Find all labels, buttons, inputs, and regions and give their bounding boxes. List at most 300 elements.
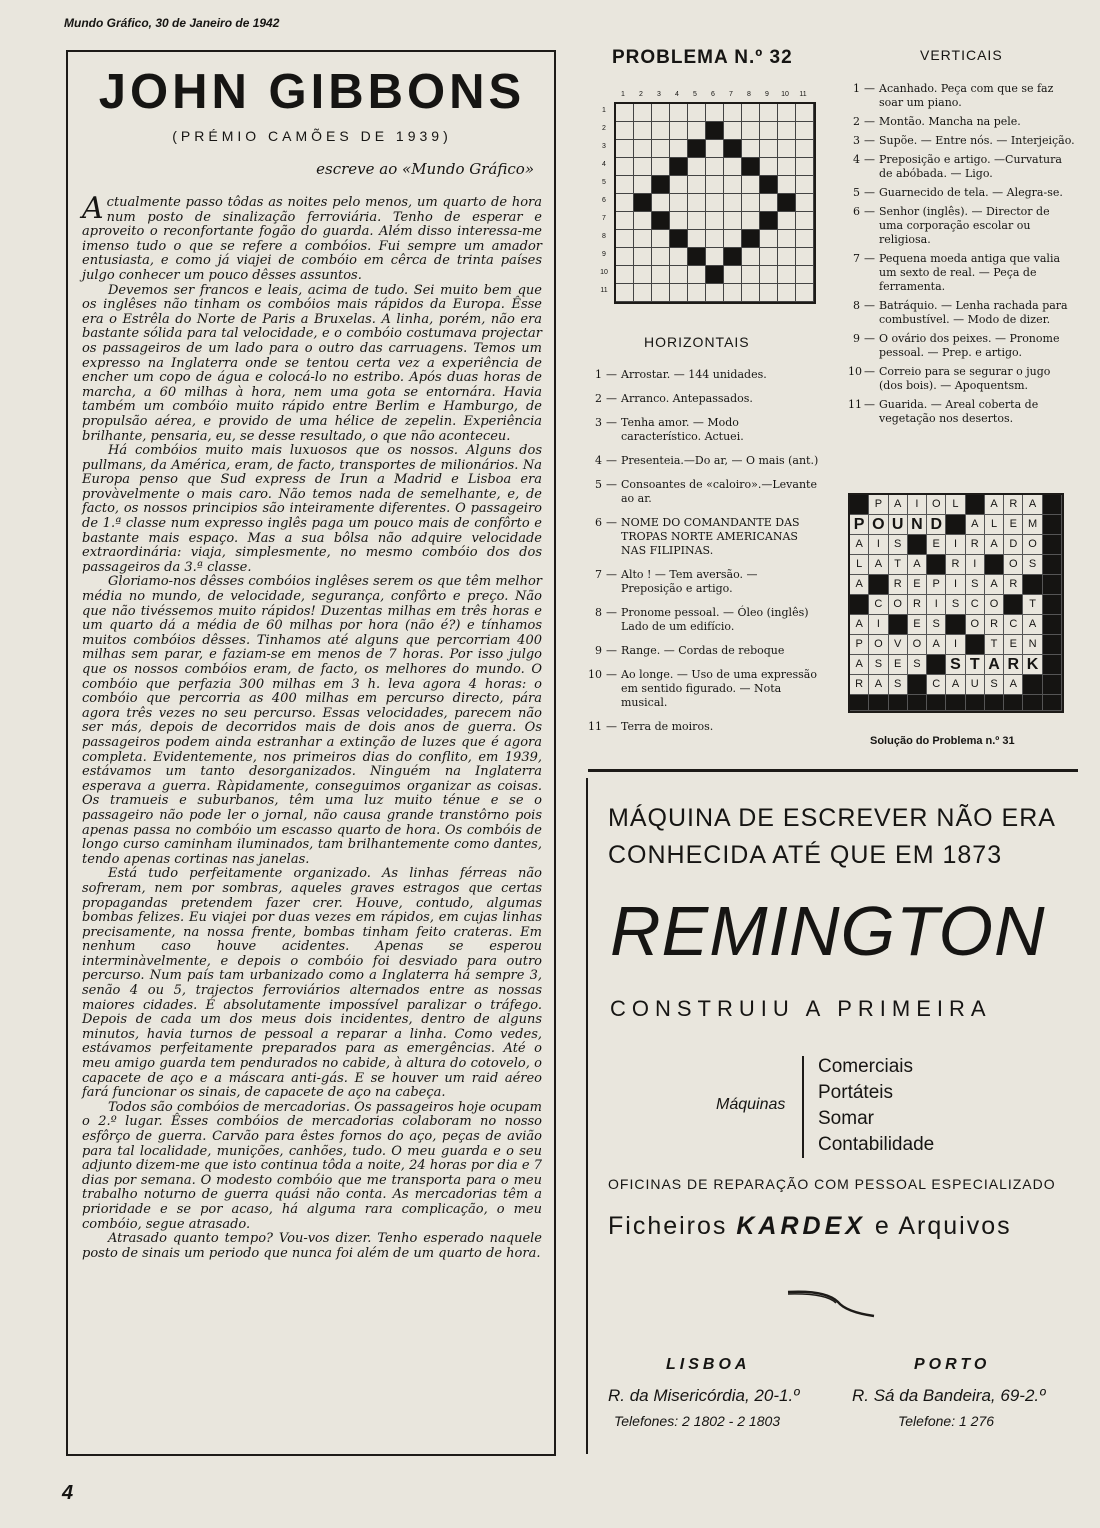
crossword-cell [688,104,706,122]
solution-letter-cell: R [1004,655,1023,675]
solution-letter-cell: E [1004,515,1023,535]
crossword-cell [724,176,742,194]
crossword-cell [778,158,796,176]
clue-number: 1 [853,82,860,95]
crossword-cell [670,176,688,194]
solution-black-cell [908,675,927,695]
solution-letter-cell: S [946,655,965,675]
solution-letter-cell: T [985,635,1004,655]
crossword-cell [742,122,760,140]
solution-letter-cell: I [908,495,927,515]
crossword-cell [706,212,724,230]
row-number: 7 [602,215,606,222]
clue-dash: — [864,332,875,345]
clue-text: Consoantes de «caloiro».—Levante ao ar. [621,478,817,505]
black-cell [742,158,760,176]
clue-dash: — [864,365,875,378]
black-cell [706,266,724,284]
solution-black-cell [1043,615,1062,635]
clue-text: Correio para se segurar o jugo (dos bois). — Apoquentsm. [879,365,1051,392]
clue-item [848,153,1076,181]
ad-machines-label: Máquinas [716,1096,786,1113]
crossword-cell [796,194,814,212]
solution-letter-cell: O [1023,535,1042,555]
article-paragraph: Gloriamo-nos dêsses combóios inglêses serem os que têm melhor média no mundo, de velocidade, segurança, confôrto e preço. Não que não tivéssemos muito rápidos! Duzentas milhas em três horas e um quarto dá a média de 60 milhas por hora (não é?) e tínhamos muitos combóios dêsses. Tinhamos até alguns que percorriam 400 milhas sem parar, e faziam-se em menos de 7 horas. Por isso julgo que os nossos combóios eram, de facto, os melhores do mundo. O combóio que perfazia 300 milhas em 3 h. leva agora 4 horas: o combóio que percorria as 400 milhas em percurso directo, pára agora três vezes no seu percurso. Essas velocidades, parecem não ser más, depois de decorridos mais de dois anos de guerra. Os passageiros podem ainda estranhar a extinção de luzes que é agora completa. Evidentemente, nos primeiros dias do conflito, em 1939, estávamos um tanto desorganizados. Ninguém na Inglaterra esperava a guerra. Ràpidamente, conseguimos organizar as coisas. Os tramueis e suburbanos, têm uma luz muito ténue e se o passageiro não pode ler o jornal, não causa grande transtôrno pois apenas passa no combóio um escasso quarto de hora. Os combóis de longo curso caminham iluminados, tam brilhantemente como dantes, tendo apenas cortinas nas janelas. [82,574,542,867]
crossword-cell [760,158,778,176]
solution-black-cell [850,495,869,515]
clue-text: Guarida. — Areal coberta de vegetação nos desertos. [879,398,1039,425]
crossword-cell [724,122,742,140]
crossword-cell [796,248,814,266]
clue-number: 10 [848,365,862,378]
solution-letter-cell: I [869,615,888,635]
crossword-cell [706,140,724,158]
clue-item [848,186,1076,200]
clue-dash: — [864,153,875,166]
crossword-cell [706,176,724,194]
article-body [82,191,542,1261]
crossword-cell [742,248,760,266]
crossword-cell [724,266,742,284]
article-paragraph: Está tudo perfeitamente organizado. As linhas férreas não sofreram, nem por sombras, aqueles graves estragos que certas propagandas pretendem fazer crer. Houve, contudo, algumas bombas felizes. Eu viajei por duas vezes em rápidos, em cujas linhas precisamente, na nossa frente, bombas tinham feito crateras. Em nenhum caso houve acidentes. Apenas se esperou interminàvelmente, e depois o combóio foi desviado para outro percurso. Num país tam urbanizado como a Inglaterra há sempre 3, senão 4 ou 5, trajectos ferroviários alternados entre as nossas maiores cidades. É absolutamente impossível paralizar o tráfego. Depois de cada um dos meus dois incidentes, dentro de alguns minutos, havia turnos de pessoal a reparar a linha. Como vedes, estávamos perfeitamente preparados para as emergências. Até o meu amigo guarda tem pendurados no cabide, à altura do cotovelo, o capacete de aço e a máscara anti-gás. E se houver um raid aéreo fará funcionar os sinais, de capacete de aço na cabeça. [82,866,542,1101]
crossword-column-numbers [614,91,814,101]
solution-letter-cell: I [946,575,965,595]
crossword-cell [706,104,724,122]
crossword-cell [742,176,760,194]
crossword-cell [724,194,742,212]
crossword-cell [634,248,652,266]
clue-text: Supõe. — Entre nós. — Interjeição. [879,134,1075,147]
clue-dash: — [606,720,617,733]
crossword-cell [742,104,760,122]
crossword-cell [688,176,706,194]
black-cell [652,212,670,230]
clue-item [848,205,1076,247]
row-number: 10 [600,269,608,276]
crossword-cell [670,194,688,212]
clue-item [848,134,1076,148]
clue-number: 5 [853,186,860,199]
clue-text: Guarnecido de tela. — Alegra-se. [879,186,1063,199]
crossword-cell [796,158,814,176]
clue-number: 8 [853,299,860,312]
solution-letter-cell: S [908,655,927,675]
crossword-cell [706,230,724,248]
solution-black-cell [985,695,1004,711]
files-suffix: e Arquivos [874,1212,1012,1240]
row-number: 8 [602,233,606,240]
solution-black-cell [946,515,965,535]
machine-type-item: Contabilidade [818,1134,935,1155]
clue-text: Preposição e artigo. —Curvatura de abóbada. — Ligo. [879,153,1062,180]
solution-caption: Solução do Problema n.º 31 [870,735,1015,747]
ad-headline [608,800,1068,874]
solution-letter-cell: P [850,515,869,535]
crossword-title: PROBLEMA N.º 32 [612,47,793,68]
ad-headline-line: CONHECIDA ATÉ QUE EM 1873 [608,841,1003,869]
ad-headline-line: MÁQUINA DE ESCREVER NÃO ERA [608,804,1056,832]
crossword-cell [796,104,814,122]
crossword-cell [616,248,634,266]
article-paragraph: Atrasado quanto tempo? Vou-vos dizer. Tenho esperado naquele posto de sinais um periodo que nunca foi além de um quarto de hora. [82,1231,542,1261]
crossword-cell [796,140,814,158]
solution-black-cell [927,655,946,675]
solution-letter-cell: S [889,535,908,555]
crossword-cell [634,284,652,302]
clue-item [588,644,820,658]
crossword-cell [616,176,634,194]
crossword-cell [688,194,706,212]
clue-text: Tenha amor. — Modo característico. Actuei. [621,416,744,443]
crossword-cell [796,266,814,284]
clue-dash: — [864,134,875,147]
clue-text: Arrostar. — 144 unidades. [621,368,767,381]
machine-type-list [818,1054,934,1158]
crossword-cell [760,248,778,266]
ad-brand-name: REMINGTON [610,892,1046,970]
kardex-brand: KARDEX [736,1212,866,1240]
solution-black-cell [1043,635,1062,655]
row-number: 3 [602,143,606,150]
remington-advertisement [586,778,1074,1454]
ad-repair-line: OFICINAS DE REPARAÇÃO COM PESSOAL ESPECIALIZADO [608,1176,1056,1192]
solution-letter-cell: A [946,675,965,695]
clue-number: 9 [853,332,860,345]
black-cell [652,176,670,194]
solution-letter-cell: C [927,675,946,695]
solution-black-cell [1043,675,1062,695]
row-number: 1 [602,107,606,114]
crossword-cell [652,248,670,266]
crossword-cell [616,194,634,212]
crossword-cell [760,104,778,122]
crossword-cell [742,140,760,158]
clue-item [848,332,1076,360]
crossword-cell [616,212,634,230]
solution-black-cell [908,535,927,555]
clue-dash: — [606,368,617,381]
clue-dash: — [864,398,875,411]
clue-dash: — [864,82,875,95]
clue-item [588,454,820,468]
solution-letter-cell: O [869,635,888,655]
crossword-cell [778,230,796,248]
clue-text: Arranco. Antepassados. [621,392,753,405]
article-paragraph: Actualmente passo tôdas as noites pelo menos, um quarto de hora num posto de sinalização ferroviária. Tenho de esperar e aproveito o reconfortante fogão do guarda. Além disso interessa-me imenso tudo o que se refere a combóios. Fui sempre um amador entusiasta, e como já viajei de combóio em cêrca de trinta países julgo conhecer um pouco dêsses assuntos. [82,191,542,283]
solution-letter-cell: E [889,655,908,675]
lisboa-city: LISBOA [666,1356,751,1373]
clue-item [588,416,820,444]
lisboa-phone: Telefones: 2 1802 - 2 1803 [614,1413,781,1429]
solution-letter-cell: I [869,535,888,555]
solution-letter-cell: A [966,515,985,535]
horizontais-heading: HORIZONTAIS [644,334,750,350]
crossword-cell [778,140,796,158]
solution-letter-cell: A [889,495,908,515]
clue-item [848,398,1076,426]
crossword-cell [688,122,706,140]
clue-item [588,478,820,506]
solution-letter-cell: C [869,595,888,615]
solution-letter-cell: A [908,555,927,575]
solution-letter-cell: A [1004,675,1023,695]
solution-letter-cell: D [1004,535,1023,555]
clue-item [588,516,820,558]
solution-black-cell [1043,495,1062,515]
clue-item [588,392,820,406]
solution-black-cell [1043,695,1062,711]
crossword-cell [652,266,670,284]
solution-black-cell [1043,655,1062,675]
clue-number: 2 [853,115,860,128]
crossword-cell [616,140,634,158]
clue-dash: — [606,478,617,491]
clue-dash: — [606,668,617,681]
crossword-cell [616,230,634,248]
crossword-grid [614,102,816,304]
solution-letter-cell: E [908,575,927,595]
row-number: 11 [600,287,608,294]
column-number: 6 [711,91,715,98]
crossword-cell [634,212,652,230]
article-paragraph: Todos são combóios de mercadorias. Os passageiros hoje ocupam o 2.º lugar. Êsses combóios de mercadorias colaboram no nosso esfôrço de guerra. Carvão para êstes fornos do aço, peças de avião para tal localidade, munições, canhões, tudo. O meu guarda e o seu adjunto dizem-me que isto continua tôda a noite, 24 horas por dia e 7 dias por semana. O modesto combóio que me transporta para o meu trabalho noturno de guerra quási não conta. As mercadorias têm a prioridade e se por acaso, há alguma rara complicação, o meu combóio, segue atrasado. [82,1099,542,1232]
porto-phone: Telefone: 1 276 [898,1413,995,1429]
clue-dash: — [606,606,617,619]
crossword-cell [724,212,742,230]
solution-letter-cell: E [908,615,927,635]
black-cell [778,194,796,212]
crossword-cell [796,176,814,194]
solution-letter-cell: D [927,515,946,535]
crossword-cell [688,158,706,176]
lisboa-address: R. da Misericórdia, 20-1.º [608,1386,800,1405]
crossword-cell [742,212,760,230]
crossword-cell [652,158,670,176]
clue-dash: — [864,186,875,199]
solution-letter-cell: O [908,635,927,655]
solution-letter-cell: A [985,535,1004,555]
clue-number: 5 [595,478,602,491]
solution-letter-cell: A [1023,495,1042,515]
ad-files-line [608,1212,1012,1241]
black-cell [688,140,706,158]
solution-letter-cell: C [966,595,985,615]
solution-black-cell [927,555,946,575]
clue-item [848,365,1076,393]
solution-black-cell [889,695,908,711]
crossword-cell [670,248,688,266]
solution-letter-cell: R [850,675,869,695]
solution-letter-cell: A [850,535,869,555]
solution-black-cell [966,695,985,711]
black-cell [634,194,652,212]
brace-divider [802,1056,804,1158]
magazine-header: Mundo Gráfico, 30 de Janeiro de 1942 [64,16,280,30]
solution-letter-cell: S [985,675,1004,695]
solution-letter-cell: S [927,615,946,635]
solution-letter-cell: I [927,595,946,615]
clue-text: Senhor (inglês). — Director de uma corporação escolar ou religiosa. [879,205,1050,246]
machine-type-item: Portáteis [818,1082,893,1103]
crossword-cell [688,266,706,284]
crossword-cell [706,194,724,212]
crossword-cell [652,194,670,212]
crossword-cell [670,266,688,284]
clue-number: 3 [853,134,860,147]
clue-dash: — [864,252,875,265]
crossword-cell [670,284,688,302]
crossword-cell [760,284,778,302]
crossword-cell [652,122,670,140]
row-number: 5 [602,179,606,186]
solution-letter-cell: A [927,635,946,655]
crossword-cell [688,212,706,230]
crossword-cell [670,122,688,140]
solution-letter-cell: L [850,555,869,575]
solution-black-cell [869,695,888,711]
crossword-cell [796,230,814,248]
crossword-cell [796,284,814,302]
solution-letter-cell: R [889,575,908,595]
page-number: 4 [62,1482,74,1504]
crossword-cell [706,248,724,266]
column-number: 7 [729,91,733,98]
solution-letter-cell: N [908,515,927,535]
clue-item [848,252,1076,294]
clue-number: 6 [853,205,860,218]
black-cell [670,158,688,176]
article-subtitle: (PRÉMIO CAMÕES DE 1939) [172,128,452,144]
clue-item [588,668,820,710]
solution-black-cell [1004,595,1023,615]
solution-letter-cell: R [946,555,965,575]
crossword-cell [796,212,814,230]
machine-type-item: Comerciais [818,1056,914,1077]
solution-letter-cell: P [927,575,946,595]
solution-letter-cell: P [869,495,888,515]
solution-letter-cell: E [1004,635,1023,655]
crossword-cell [634,230,652,248]
crossword-cell [760,140,778,158]
clue-dash: — [606,644,617,657]
clue-number: 6 [595,516,602,529]
crossword-cell [688,284,706,302]
solution-letter-cell: O [889,595,908,615]
solution-black-cell [1043,575,1062,595]
clue-dash: — [606,392,617,405]
solution-letter-cell: A [869,675,888,695]
clue-item [588,606,820,634]
article-byline: escreve ao «Mundo Gráfico» [316,160,534,178]
solution-letter-cell: A [850,615,869,635]
solution-letter-cell: L [946,495,965,515]
clue-item [588,720,820,734]
column-number: 9 [765,91,769,98]
article-box [66,50,556,1456]
crossword-cell [634,266,652,284]
solution-letter-cell: I [946,535,965,555]
verticais-clue-list [848,82,1076,431]
column-number: 10 [781,91,789,98]
solution-letter-cell: M [1023,515,1042,535]
solution-letter-cell: T [1023,595,1042,615]
crossword-cell [652,284,670,302]
solution-black-cell [1043,535,1062,555]
ad-tagline: CONSTRUIU A PRIMEIRA [610,996,992,1021]
solution-letter-cell: V [889,635,908,655]
crossword-cell [634,104,652,122]
crossword-cell [760,266,778,284]
clue-text: Acanhado. Peça com que se faz soar um piano. [879,82,1054,109]
porto-city: PORTO [914,1356,991,1373]
clue-dash: — [606,568,617,581]
solution-letter-cell: K [1023,655,1042,675]
article-title: JOHN GIBBONS [98,65,526,119]
solution-black-cell [850,695,869,711]
crossword-cell [616,266,634,284]
crossword-cell [778,212,796,230]
column-number: 11 [799,91,807,98]
clue-text: Terra de moiros. [621,720,714,733]
crossword-cell [778,104,796,122]
article-paragraph: Há combóios muito mais luxuosos que os nossos. Alguns dos pullmans, da América, eram, de facto, transportes de milionários. Na Europa penso que Sud express de Irun a Madrid e Lisboa era provàvelmente o mais caro. Não temos nada de semelhante, e, de facto, os nossos principios são inteiramente diferentes. O passageiro de 1.ª classe num expresso inglês paga um pouco mais de confôrto e bastante mais espaço. Mas a sua bôlsa não adquire velocidade extraordinária: viaja, simplesmente, no mesmo combóio dos dos passageiros da 3.ª classe. [82,443,542,575]
clue-number: 3 [595,416,602,429]
clue-dash: — [606,416,617,429]
solution-grid [848,493,1064,713]
clue-text: Pronome pessoal. — Óleo (inglês) Lado de um edifício. [621,606,809,633]
black-cell [742,230,760,248]
crossword-cell [724,158,742,176]
solution-black-cell [908,695,927,711]
solution-black-cell [889,615,908,635]
solution-black-cell [1023,575,1042,595]
solution-letter-cell: A [869,555,888,575]
clue-number: 7 [853,252,860,265]
black-cell [688,248,706,266]
solution-black-cell [927,695,946,711]
clue-text: NOME DO COMANDANTE DAS TROPAS NORTE AMERICANAS NAS FILIPINAS. [621,516,800,557]
column-number: 2 [639,91,643,98]
solution-letter-cell: A [850,655,869,675]
black-cell [724,140,742,158]
solution-letter-cell: O [869,515,888,535]
clue-dash: — [606,454,617,467]
clue-text: Batráquio. — Lenha rachada para combustível. — Modo de dizer. [879,299,1068,326]
solution-letter-cell: R [966,535,985,555]
clue-item [848,82,1076,110]
clue-dash: — [864,115,875,128]
solution-black-cell [946,615,965,635]
clue-number: 1 [595,368,602,381]
solution-black-cell [1043,515,1062,535]
solution-black-cell [966,495,985,515]
solution-letter-cell: A [1023,615,1042,635]
horizontais-clue-list [588,368,820,744]
crossword-cell [670,212,688,230]
clue-number: 2 [595,392,602,405]
crossword-cell [652,104,670,122]
crossword-cell [796,122,814,140]
crossword-cell [706,158,724,176]
crossword-cell [778,266,796,284]
solution-letter-cell: A [985,575,1004,595]
crossword-cell [724,230,742,248]
clue-item [848,115,1076,129]
files-prefix: Ficheiros [608,1212,728,1240]
crossword-cell [670,140,688,158]
clue-number: 7 [595,568,602,581]
solution-letter-cell: S [889,675,908,695]
